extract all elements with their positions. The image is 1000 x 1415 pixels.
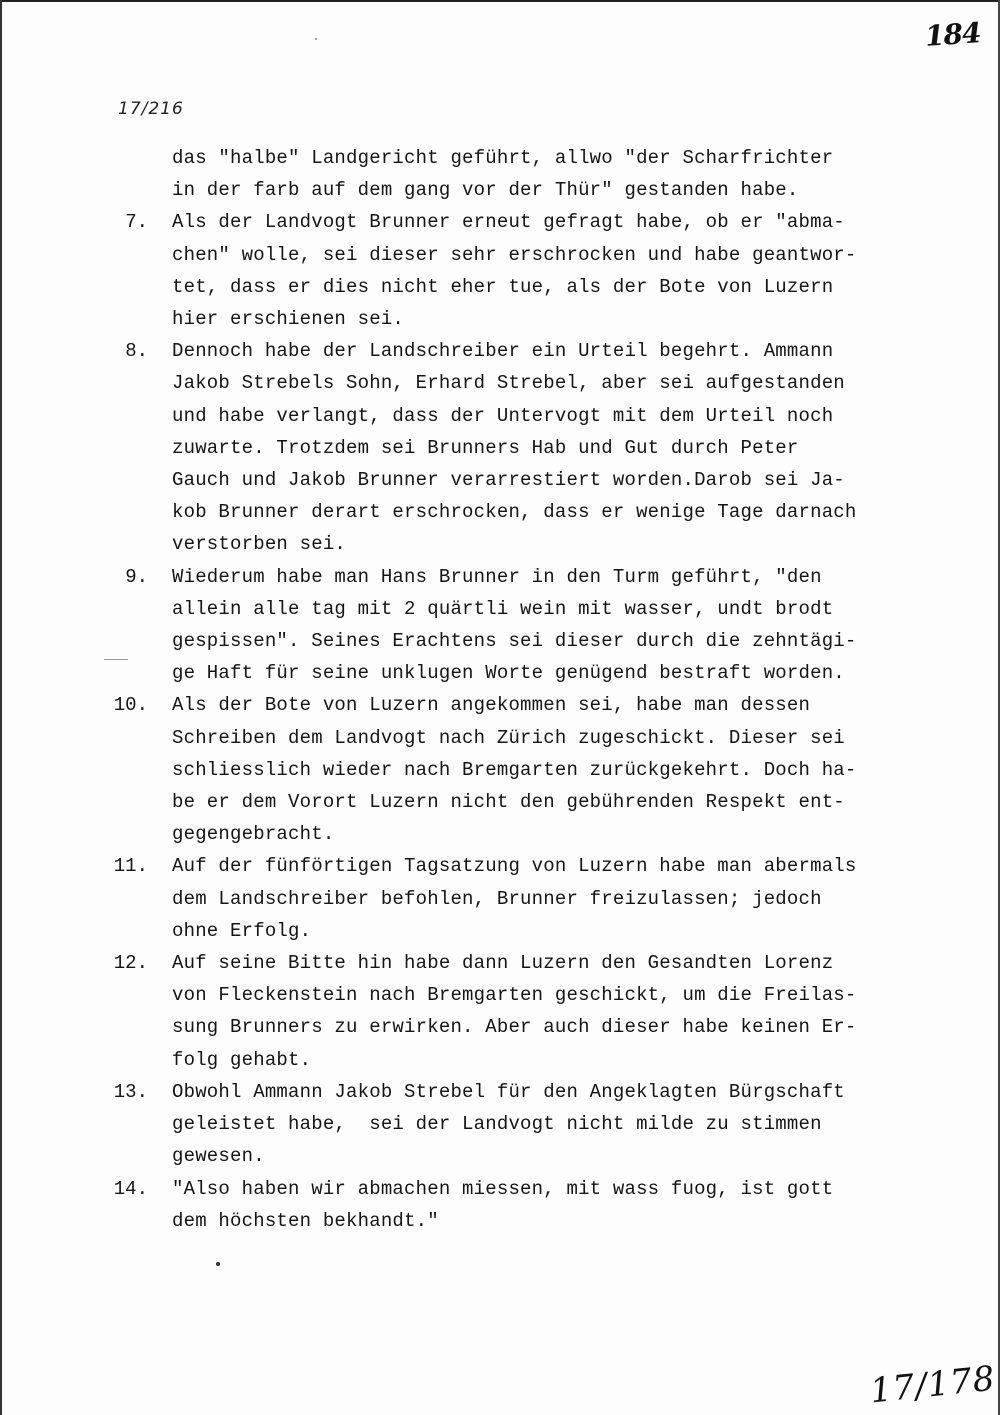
text-line: be er dem Vorort Luzern nicht den gebührenden Respekt ent-	[172, 791, 845, 814]
text-line: von Fleckenstein nach Bremgarten geschickt, um die Freilas-	[172, 984, 857, 1007]
text-line: Jakob Strebels Sohn, Erhard Strebel, aber sei aufgestanden	[172, 372, 845, 395]
text-line: sung Brunners zu erwirken. Aber auch dieser habe keinen Er-	[172, 1016, 857, 1039]
text-line: ohne Erfolg.	[172, 919, 312, 942]
text-line: in der farb auf dem gang vor der Thür" gestanden habe.	[172, 179, 799, 202]
text-line: Gauch und Jakob Brunner verarrestiert worden.Darob sei Ja-	[172, 469, 845, 492]
text-line: Auf seine Bitte hin habe dann Luzern den Gesandten Lorenz	[172, 952, 834, 975]
text-line: gespissen". Seines Erachtens sei dieser durch die zehntägi-	[172, 630, 857, 653]
scan-border-top	[0, 0, 1000, 2]
text-line: Dennoch habe der Landschreiber ein Urteil begehrt. Ammann	[172, 340, 834, 363]
text-line: das "halbe" Landgericht geführt, allwo "der Scharfrichter	[172, 147, 834, 169]
paragraph-number: 12.	[113, 952, 148, 975]
text-line: geleistet habe, sei der Landvogt nicht milde zu stimmen	[172, 1113, 822, 1136]
text-line: verstorben sei.	[172, 533, 347, 556]
text-line: "Also haben wir abmachen miessen, mit wass fuog, ist gott	[172, 1177, 834, 1200]
text-line: Als der Landvogt Brunner erneut gefragt habe, ob er "abma-	[172, 211, 845, 234]
text-line: und habe verlangt, dass der Untervogt mit dem Urteil noch	[172, 404, 834, 427]
text-line: chen" wolle, sei dieser sehr erschrocken und habe geantwor-	[172, 243, 857, 266]
numbered-paragraph	[0, 335, 1000, 560]
numbered-paragraph	[0, 142, 1000, 206]
reference-number: 17/216	[118, 99, 184, 119]
text-line: gewesen.	[172, 1145, 265, 1168]
numbered-paragraph	[0, 689, 1000, 850]
text-line: dem Landschreiber befohlen, Brunner freizulassen; jedoch	[172, 887, 822, 910]
numbered-paragraph	[0, 206, 1000, 335]
numbered-paragraph	[0, 561, 1000, 690]
paragraph-number: 13.	[113, 1080, 148, 1103]
text-line: Als der Bote von Luzern angekommen sei, habe man dessen	[172, 694, 811, 717]
paragraph-number: 14.	[113, 1177, 148, 1200]
document-body	[0, 142, 1000, 1237]
text-line: Auf der fünförtigen Tagsatzung von Luzern habe man abermals	[172, 855, 857, 878]
text-line: Schreiben dem Landvogt nach Zürich zugeschickt. Dieser sei	[172, 726, 845, 749]
paragraph-number: 9.	[125, 565, 148, 588]
paragraph-number: 10.	[113, 694, 148, 717]
text-line: gegengebracht.	[172, 823, 335, 846]
numbered-paragraph	[0, 947, 1000, 1076]
text-line: dem höchsten bekhandt."	[172, 1209, 439, 1232]
numbered-paragraph	[0, 850, 1000, 947]
text-line: tet, dass er dies nicht eher tue, als der Bote von Luzern	[172, 275, 834, 298]
text-line: Obwohl Ammann Jakob Strebel für den Angeklagten Bürgschaft	[172, 1080, 845, 1103]
scan-speck	[216, 1262, 220, 1266]
text-line: ge Haft für seine unklugen Worte genügend bestraft worden.	[172, 662, 845, 685]
text-line: hier erschienen sei.	[172, 308, 405, 331]
numbered-paragraph	[0, 1076, 1000, 1173]
handwritten-footer-mark: 17/178	[868, 1358, 998, 1412]
text-line: zuwarte. Trotzdem sei Brunners Hab und Gut durch Peter	[172, 436, 799, 459]
paragraph-number: 7.	[125, 211, 148, 234]
scan-speck	[104, 659, 128, 660]
text-line: Wiederum habe man Hans Brunner in den Turm geführt, "den	[172, 565, 822, 588]
text-line: schliesslich wieder nach Bremgarten zurückgekehrt. Doch ha-	[172, 758, 857, 781]
text-line: allein alle tag mit 2 quärtli wein mit wasser, undt brodt	[172, 597, 834, 620]
paragraph-number: 11.	[113, 855, 148, 878]
paragraph-number: 8.	[125, 340, 148, 363]
numbered-paragraph	[0, 1173, 1000, 1237]
scan-speck	[315, 38, 317, 40]
text-line: folg gehabt.	[172, 1048, 312, 1071]
text-line: kob Brunner derart erschrocken, dass er wenige Tage darnach	[172, 501, 857, 524]
handwritten-page-number: 184	[923, 16, 982, 53]
